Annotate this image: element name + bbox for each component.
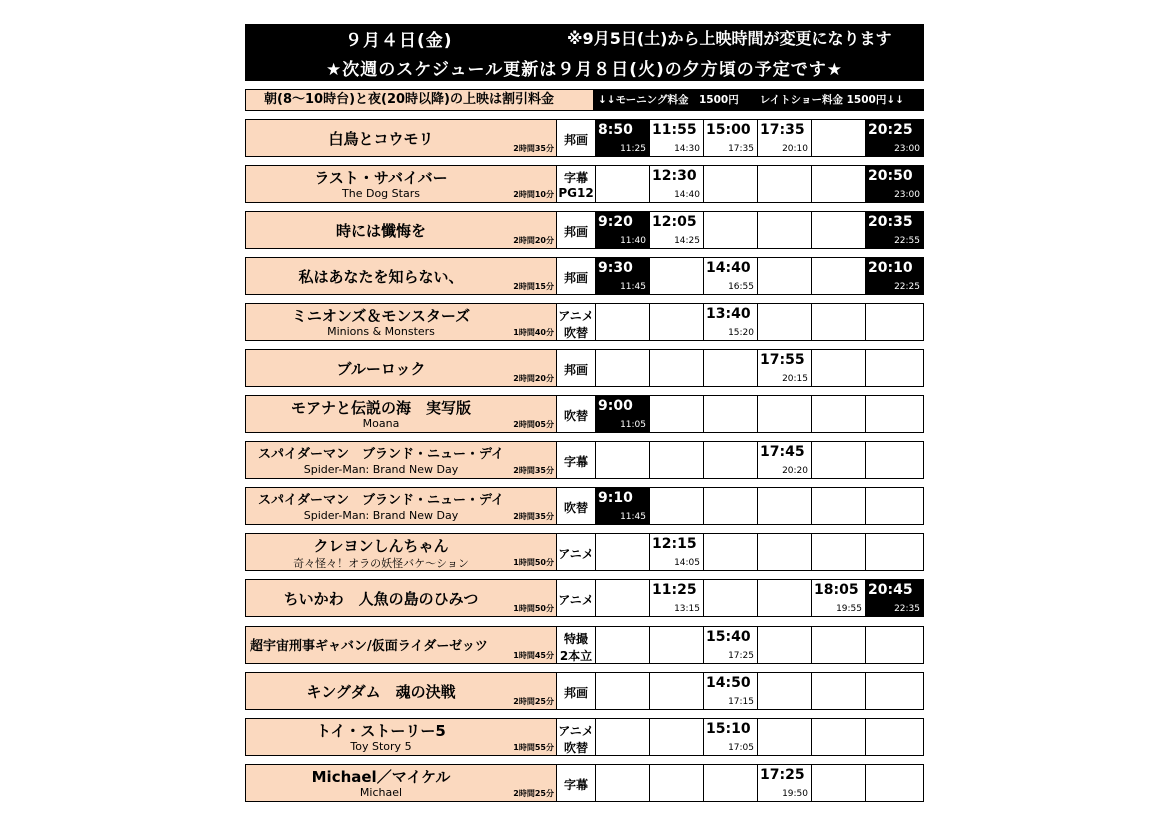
empty-slot <box>704 349 758 387</box>
empty-slot <box>596 303 650 341</box>
showtime-start: 12:15 <box>652 536 697 552</box>
movie-rating: PG12 <box>558 186 594 200</box>
movie-title-cell <box>245 303 557 341</box>
showtime-start: 9:00 <box>598 398 633 414</box>
empty-slot <box>866 672 924 710</box>
movie-title: キングダム 魂の決戦 <box>306 683 456 701</box>
showtime-slot[interactable] <box>704 257 758 295</box>
empty-slot <box>758 165 812 203</box>
movie-row <box>245 211 924 249</box>
empty-slot <box>704 579 758 617</box>
showtime-start: 20:10 <box>868 260 913 276</box>
empty-slot <box>812 533 866 571</box>
movie-title: 白鳥とコウモリ <box>328 130 434 148</box>
empty-slot <box>866 487 924 525</box>
movie-row <box>245 718 924 756</box>
movie-row <box>245 165 924 203</box>
empty-slot <box>596 672 650 710</box>
movie-duration: 1時間55分 <box>513 743 554 752</box>
movie-duration: 2時間05分 <box>513 420 554 429</box>
empty-slot <box>704 211 758 249</box>
empty-slot <box>704 487 758 525</box>
movie-category-cell <box>557 579 596 617</box>
showtime-slot[interactable] <box>596 211 650 249</box>
showtime-start: 12:30 <box>652 168 697 184</box>
movie-row <box>245 764 924 802</box>
showtime-slot[interactable] <box>650 165 704 203</box>
movie-duration: 2時間25分 <box>513 789 554 798</box>
empty-slot <box>812 395 866 433</box>
movie-rating: 吹替 <box>563 741 588 755</box>
showtime-start: 17:55 <box>760 352 805 368</box>
showtime-end: 14:30 <box>674 144 700 154</box>
showtime-slot[interactable] <box>650 533 704 571</box>
movie-title-cell <box>245 211 557 249</box>
showtime-end: 22:55 <box>894 236 920 246</box>
empty-slot <box>812 349 866 387</box>
showtime-end: 11:05 <box>620 420 646 430</box>
movie-category: 邦画 <box>563 271 588 285</box>
showtime-start: 15:40 <box>706 629 751 645</box>
empty-slot <box>758 487 812 525</box>
movie-category: アニメ <box>558 724 594 738</box>
movie-title: 私はあなたを知らない、 <box>298 268 464 286</box>
empty-slot <box>650 672 704 710</box>
empty-slot <box>596 349 650 387</box>
empty-slot <box>812 626 866 664</box>
empty-slot <box>812 303 866 341</box>
showtime-slot[interactable] <box>596 257 650 295</box>
showtime-end: 17:15 <box>728 697 754 707</box>
showtime-end: 11:45 <box>620 282 646 292</box>
movie-title-cell <box>245 672 557 710</box>
movie-row <box>245 579 924 617</box>
showtime-start: 17:25 <box>760 767 805 783</box>
movie-category-cell <box>557 165 596 203</box>
showtime-start: 13:40 <box>706 306 751 322</box>
showtime-start: 20:45 <box>868 582 913 598</box>
movie-category: 邦画 <box>563 133 588 147</box>
showtime-end: 14:05 <box>674 558 700 568</box>
movie-category: 特撮 <box>563 632 588 646</box>
empty-slot <box>866 441 924 479</box>
showtime-end: 20:20 <box>782 466 808 476</box>
showtime-slot[interactable] <box>704 672 758 710</box>
empty-slot <box>596 764 650 802</box>
showtime-start: 20:25 <box>868 122 913 138</box>
showtime-end: 19:50 <box>782 789 808 799</box>
showtime-start: 15:10 <box>706 721 751 737</box>
movie-category-cell <box>557 257 596 295</box>
showtime-start: 17:35 <box>760 122 805 138</box>
movie-subtitle: Michael <box>359 786 403 799</box>
showtime-end: 11:45 <box>620 512 646 522</box>
movie-title: トイ・ストーリー5 <box>316 722 446 740</box>
showtime-start: 14:40 <box>706 260 751 276</box>
showtime-slot[interactable] <box>596 487 650 525</box>
empty-slot <box>866 303 924 341</box>
empty-slot <box>866 349 924 387</box>
movie-title: ラスト・サバイバー <box>314 169 448 187</box>
movie-category-cell <box>557 487 596 525</box>
showtime-start: 9:10 <box>598 490 633 506</box>
showtime-start: 20:50 <box>868 168 913 184</box>
empty-slot <box>812 257 866 295</box>
movie-title-cell <box>245 626 557 664</box>
movie-category-cell <box>557 533 596 571</box>
showtime-start: 14:50 <box>706 675 751 691</box>
showtime-end: 20:15 <box>782 374 808 384</box>
empty-slot <box>704 533 758 571</box>
empty-slot <box>758 672 812 710</box>
movie-category-cell <box>557 119 596 157</box>
schedule-date: ９月４日(金) <box>345 31 453 51</box>
showtime-start: 11:55 <box>652 122 697 138</box>
showtime-slot[interactable] <box>704 626 758 664</box>
showtime-slot[interactable] <box>758 349 812 387</box>
showtime-end: 22:35 <box>894 604 920 614</box>
showtime-slot[interactable] <box>650 119 704 157</box>
empty-slot <box>650 257 704 295</box>
movie-category: アニメ <box>558 547 594 561</box>
showtime-start: 9:20 <box>598 214 633 230</box>
movie-title: 時には懺悔を <box>335 222 426 240</box>
movie-subtitle: Toy Story 5 <box>350 740 412 753</box>
movie-row <box>245 119 924 157</box>
movie-title: Michael／マイケル <box>311 768 451 786</box>
empty-slot <box>650 395 704 433</box>
showtime-slot[interactable] <box>866 165 924 203</box>
movie-duration: 1時間50分 <box>513 558 554 567</box>
showtime-slot[interactable] <box>758 119 812 157</box>
movie-title: モアナと伝説の海 実写版 <box>290 399 471 417</box>
movie-row <box>245 303 924 341</box>
movie-title-cell <box>245 349 557 387</box>
movie-subtitle: Moana <box>362 417 400 430</box>
movie-duration: 2時間25分 <box>513 697 554 706</box>
showtime-slot[interactable] <box>596 395 650 433</box>
showtime-slot[interactable] <box>866 257 924 295</box>
movie-duration: 2時間35分 <box>513 466 554 475</box>
showtime-end: 23:00 <box>894 190 920 200</box>
empty-slot <box>812 441 866 479</box>
movie-duration: 2時間10分 <box>513 190 554 199</box>
showtime-end: 13:15 <box>674 604 700 614</box>
showtime-end: 22:25 <box>894 282 920 292</box>
empty-slot <box>758 303 812 341</box>
empty-slot <box>596 165 650 203</box>
empty-slot <box>812 165 866 203</box>
schedule-update-notice: ★次週のスケジュール更新は９月８日(火)の夕方頃の予定です★ <box>326 60 843 80</box>
movie-row <box>245 487 924 525</box>
empty-slot <box>866 626 924 664</box>
showtime-end: 14:25 <box>674 236 700 246</box>
showtime-slot[interactable] <box>650 579 704 617</box>
movie-row <box>245 257 924 295</box>
showtime-start: 8:50 <box>598 122 633 138</box>
movie-category-cell <box>557 441 596 479</box>
movie-duration: 2時間20分 <box>513 236 554 245</box>
movie-rating: 吹替 <box>563 326 588 340</box>
showtime-start: 15:00 <box>706 122 751 138</box>
movie-title-cell <box>245 395 557 433</box>
empty-slot <box>866 764 924 802</box>
movie-subtitle: Spider-Man: Brand New Day <box>303 509 459 522</box>
movie-title: ちいかわ 人魚の島のひみつ <box>283 590 479 608</box>
movie-title: ブルーロック <box>336 360 426 378</box>
empty-slot <box>866 533 924 571</box>
movie-duration: 2時間35分 <box>513 144 554 153</box>
movie-title: スパイダーマン ブランド・ニュー・デイ <box>257 493 505 508</box>
showtime-end: 11:40 <box>620 236 646 246</box>
showtime-slot[interactable] <box>596 119 650 157</box>
showtime-slot[interactable] <box>812 579 866 617</box>
movie-category: 邦画 <box>563 363 588 377</box>
empty-slot <box>758 626 812 664</box>
empty-slot <box>812 487 866 525</box>
empty-slot <box>866 718 924 756</box>
movie-duration: 1時間40分 <box>513 328 554 337</box>
movie-category-cell <box>557 718 596 756</box>
empty-slot <box>596 626 650 664</box>
movie-category: アニメ <box>558 593 594 607</box>
showtime-end: 17:05 <box>728 743 754 753</box>
showtime-start: 17:45 <box>760 444 805 460</box>
movie-duration: 2時間20分 <box>513 374 554 383</box>
empty-slot <box>650 626 704 664</box>
empty-slot <box>650 349 704 387</box>
empty-slot <box>704 764 758 802</box>
empty-slot <box>704 165 758 203</box>
empty-slot <box>812 119 866 157</box>
movie-title: 超宇宙刑事ギャバン/仮面ライダーゼッツ <box>250 639 488 654</box>
movie-title-cell <box>245 441 557 479</box>
showtime-end: 15:20 <box>728 328 754 338</box>
empty-slot <box>866 395 924 433</box>
showtime-slot[interactable] <box>758 764 812 802</box>
empty-slot <box>812 764 866 802</box>
movie-category-cell <box>557 395 596 433</box>
empty-slot <box>758 395 812 433</box>
movie-category: 字幕 <box>563 171 588 185</box>
movie-title: クレヨンしんちゃん <box>313 537 449 555</box>
movie-category: アニメ <box>558 309 594 323</box>
movie-row <box>245 395 924 433</box>
discount-prices: ↓↓モーニング料金 1500円 レイトショー料金 1500円↓↓ <box>594 89 924 111</box>
showtime-end: 16:55 <box>728 282 754 292</box>
movie-title-cell <box>245 119 557 157</box>
movie-title-cell <box>245 257 557 295</box>
movie-category: 吹替 <box>563 501 588 515</box>
empty-slot <box>758 211 812 249</box>
movie-category: 字幕 <box>563 455 588 469</box>
movie-title-cell <box>245 165 557 203</box>
showtime-end: 11:25 <box>620 144 646 154</box>
empty-slot <box>650 303 704 341</box>
movie-category-cell <box>557 672 596 710</box>
empty-slot <box>596 718 650 756</box>
showtime-end: 14:40 <box>674 190 700 200</box>
movie-row <box>245 441 924 479</box>
empty-slot <box>650 718 704 756</box>
movie-duration: 2時間35分 <box>513 512 554 521</box>
movie-category-cell <box>557 626 596 664</box>
empty-slot <box>650 487 704 525</box>
showtime-end: 19:55 <box>836 604 862 614</box>
schedule-header <box>245 24 924 81</box>
empty-slot <box>758 579 812 617</box>
movie-category: 字幕 <box>563 778 588 792</box>
movie-row <box>245 626 924 664</box>
empty-slot <box>758 718 812 756</box>
movie-title-cell <box>245 764 557 802</box>
showtime-slot[interactable] <box>758 441 812 479</box>
showtime-start: 12:05 <box>652 214 697 230</box>
movie-subtitle: Minions & Monsters <box>327 325 435 338</box>
empty-slot <box>758 257 812 295</box>
empty-slot <box>596 533 650 571</box>
showtime-slot[interactable] <box>866 579 924 617</box>
showtime-slot[interactable] <box>704 303 758 341</box>
movie-category: 邦画 <box>563 225 588 239</box>
movie-subtitle: The Dog Stars <box>342 187 420 200</box>
empty-slot <box>812 211 866 249</box>
showtime-end: 23:00 <box>894 144 920 154</box>
movie-row <box>245 349 924 387</box>
showtime-slot[interactable] <box>866 211 924 249</box>
showtime-slot[interactable] <box>866 119 924 157</box>
empty-slot <box>650 764 704 802</box>
showtime-slot[interactable] <box>704 119 758 157</box>
empty-slot <box>650 441 704 479</box>
empty-slot <box>704 441 758 479</box>
empty-slot <box>758 533 812 571</box>
movie-category-cell <box>557 764 596 802</box>
showtime-start: 9:30 <box>598 260 633 276</box>
empty-slot <box>596 441 650 479</box>
showtime-start: 11:25 <box>652 582 697 598</box>
schedule-change-notice: ※9月5日(土)から上映時間が変更になります <box>567 29 892 48</box>
empty-slot <box>596 579 650 617</box>
movie-title-cell <box>245 718 557 756</box>
movie-title-cell <box>245 487 557 525</box>
showtime-start: 20:35 <box>868 214 913 230</box>
showtime-end: 17:35 <box>728 144 754 154</box>
movie-title: ミニオンズ＆モンスターズ <box>291 307 471 325</box>
movie-category-cell <box>557 211 596 249</box>
movie-duration: 1時間45分 <box>513 651 554 660</box>
showtime-start: 18:05 <box>814 582 859 598</box>
movie-duration: 1時間50分 <box>513 604 554 613</box>
showtime-slot[interactable] <box>704 718 758 756</box>
empty-slot <box>812 718 866 756</box>
movie-row <box>245 533 924 571</box>
movie-subtitle: 奇々怪々！オラの妖怪バケ～ション <box>293 557 469 570</box>
movie-title: スパイダーマン ブランド・ニュー・デイ <box>257 447 505 462</box>
empty-slot <box>704 395 758 433</box>
movie-title-cell <box>245 533 557 571</box>
movie-row <box>245 672 924 710</box>
movie-category: 邦画 <box>563 686 588 700</box>
movie-rating: 2本立 <box>559 649 593 663</box>
movie-category-cell <box>557 349 596 387</box>
movie-subtitle: Spider-Man: Brand New Day <box>303 463 459 476</box>
movie-category-cell <box>557 303 596 341</box>
empty-slot <box>812 672 866 710</box>
discount-note: 朝(8～10時台)と夜(20時以降)の上映は割引料金 <box>245 89 594 111</box>
movie-category: 吹替 <box>563 409 588 423</box>
showtime-end: 20:10 <box>782 144 808 154</box>
showtime-slot[interactable] <box>650 211 704 249</box>
movie-duration: 2時間15分 <box>513 282 554 291</box>
movie-title-cell <box>245 579 557 617</box>
showtime-end: 17:25 <box>728 651 754 661</box>
